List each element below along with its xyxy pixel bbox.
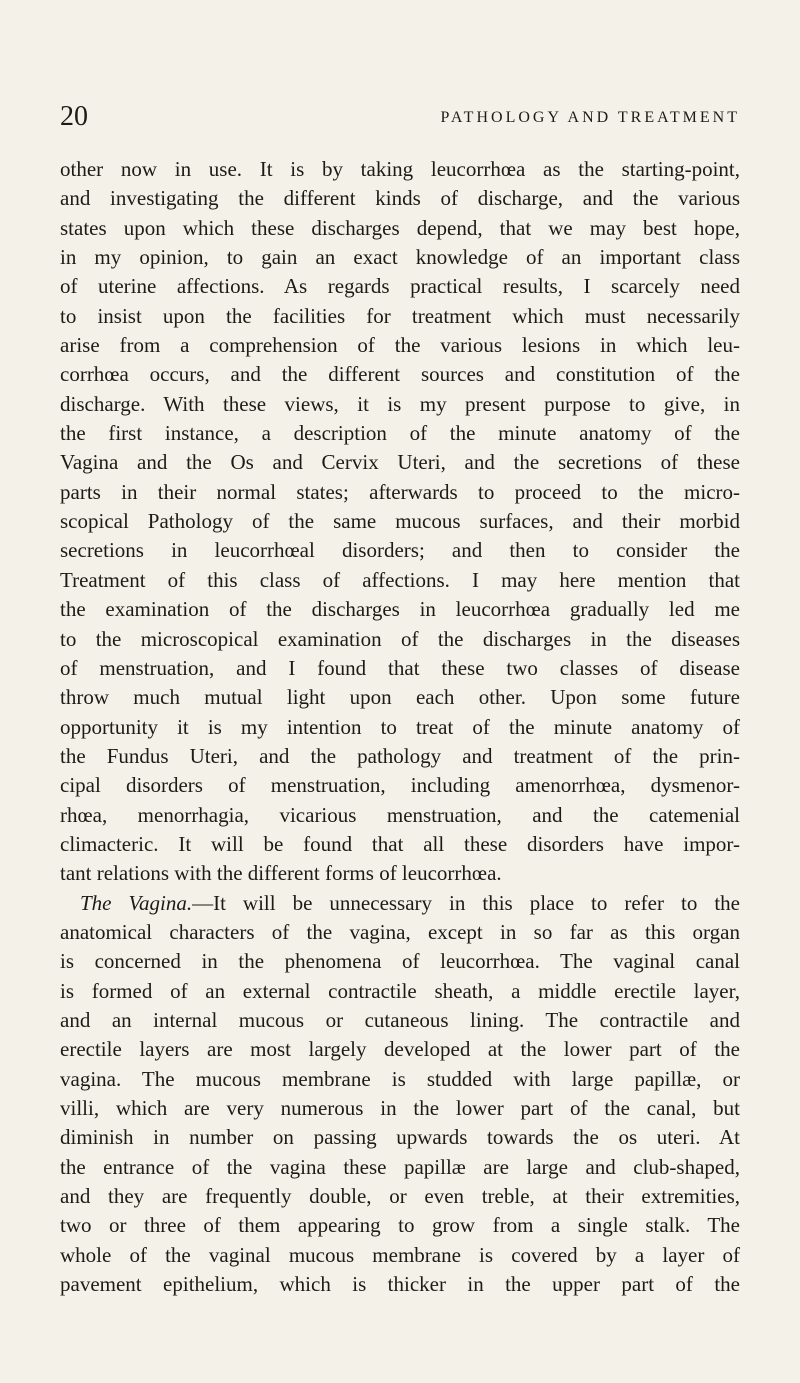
- text-line: the examination of the discharges in leucorrhœa gradually led me: [60, 597, 740, 622]
- body-text: [60, 155, 740, 1299]
- text-line: the entrance of the vagina these papillæ are large and club-shaped,: [60, 1154, 740, 1179]
- text-line: arise from a comprehension of the various lesions in which leu-: [60, 333, 740, 358]
- text-line: erectile layers are most largely developed at the lower part of the: [60, 1037, 740, 1062]
- running-title: PATHOLOGY AND TREATMENT: [440, 109, 740, 126]
- text-line: cipal disorders of menstruation, including amenorrhœa, dysmenor-: [60, 773, 740, 798]
- text-line: is concerned in the phenomena of leucorrhœa. The vaginal canal: [60, 949, 740, 974]
- text-line: rhœa, menorrhagia, vicarious menstruation, and the catemenial: [60, 802, 740, 827]
- text-line: Treatment of this class of affections. I may here mention that: [60, 567, 740, 592]
- text-line: opportunity it is my intention to treat of the minute anatomy of: [60, 714, 740, 739]
- text-line: scopical Pathology of the same mucous surfaces, and their morbid: [60, 509, 740, 534]
- text-line: of uterine affections. As regards practical results, I scarcely need: [60, 274, 740, 299]
- text-line: and investigating the different kinds of discharge, and the various: [60, 186, 740, 211]
- page-number: 20: [60, 101, 88, 132]
- section-first-line-text: —It will be unnecessary in this place to refer to the: [192, 890, 740, 915]
- page-header: [60, 100, 740, 134]
- text-line: Vagina and the Os and Cervix Uteri, and the secretions of these: [60, 450, 740, 475]
- text-line: to insist upon the facilities for treatment which must necessarily: [60, 303, 740, 328]
- text-line: of menstruation, and I found that these two classes of disease: [60, 655, 740, 680]
- text-line: secretions in leucorrhœal disorders; and then to consider the: [60, 538, 740, 563]
- text-line: anatomical characters of the vagina, except in so far as this organ: [60, 919, 740, 944]
- text-line: pavement epithelium, which is thicker in the upper part of the: [60, 1272, 740, 1297]
- text-line: tant relations with the different forms of leucorrhœa.: [60, 861, 502, 886]
- text-line: states upon which these discharges depend, that we may best hope,: [60, 215, 740, 240]
- section-first-line: [60, 889, 740, 918]
- text-line: other now in use. It is by taking leucorrhœa as the starting-point,: [60, 157, 740, 181]
- text-line: the Fundus Uteri, and the pathology and treatment of the prin-: [60, 743, 740, 768]
- text-line: and an internal mucous or cutaneous lining. The contractile and: [60, 1007, 740, 1032]
- text-line: climacteric. It will be found that all these disorders have impor-: [60, 831, 740, 856]
- text-line: the first instance, a description of the minute anatomy of the: [60, 421, 740, 446]
- text-line: whole of the vaginal mucous membrane is covered by a layer of: [60, 1242, 740, 1267]
- text-line: corrhœa occurs, and the different sources and constitution of the: [60, 362, 740, 387]
- text-line: two or three of them appearing to grow from a single stalk. The: [60, 1213, 740, 1238]
- text-line: is formed of an external contractile sheath, a middle erectile layer,: [60, 978, 740, 1003]
- section-heading: The Vagina.: [80, 890, 193, 915]
- text-line: parts in their normal states; afterwards to proceed to the micro-: [60, 479, 740, 504]
- text-line: and they are frequently double, or even treble, at their extremities,: [60, 1184, 740, 1209]
- text-line: discharge. With these views, it is my present purpose to give, in: [60, 391, 740, 416]
- text-line: in my opinion, to gain an exact knowledge of an important class: [60, 245, 740, 270]
- text-line: diminish in number on passing upwards towards the os uteri. At: [60, 1125, 740, 1150]
- text-line: vagina. The mucous membrane is studded with large papillæ, or: [60, 1066, 740, 1091]
- text-line: villi, which are very numerous in the lower part of the canal, but: [60, 1096, 740, 1120]
- text-line: to the microscopical examination of the discharges in the diseases: [60, 626, 740, 651]
- text-line: throw much mutual light upon each other. Upon some future: [60, 685, 740, 710]
